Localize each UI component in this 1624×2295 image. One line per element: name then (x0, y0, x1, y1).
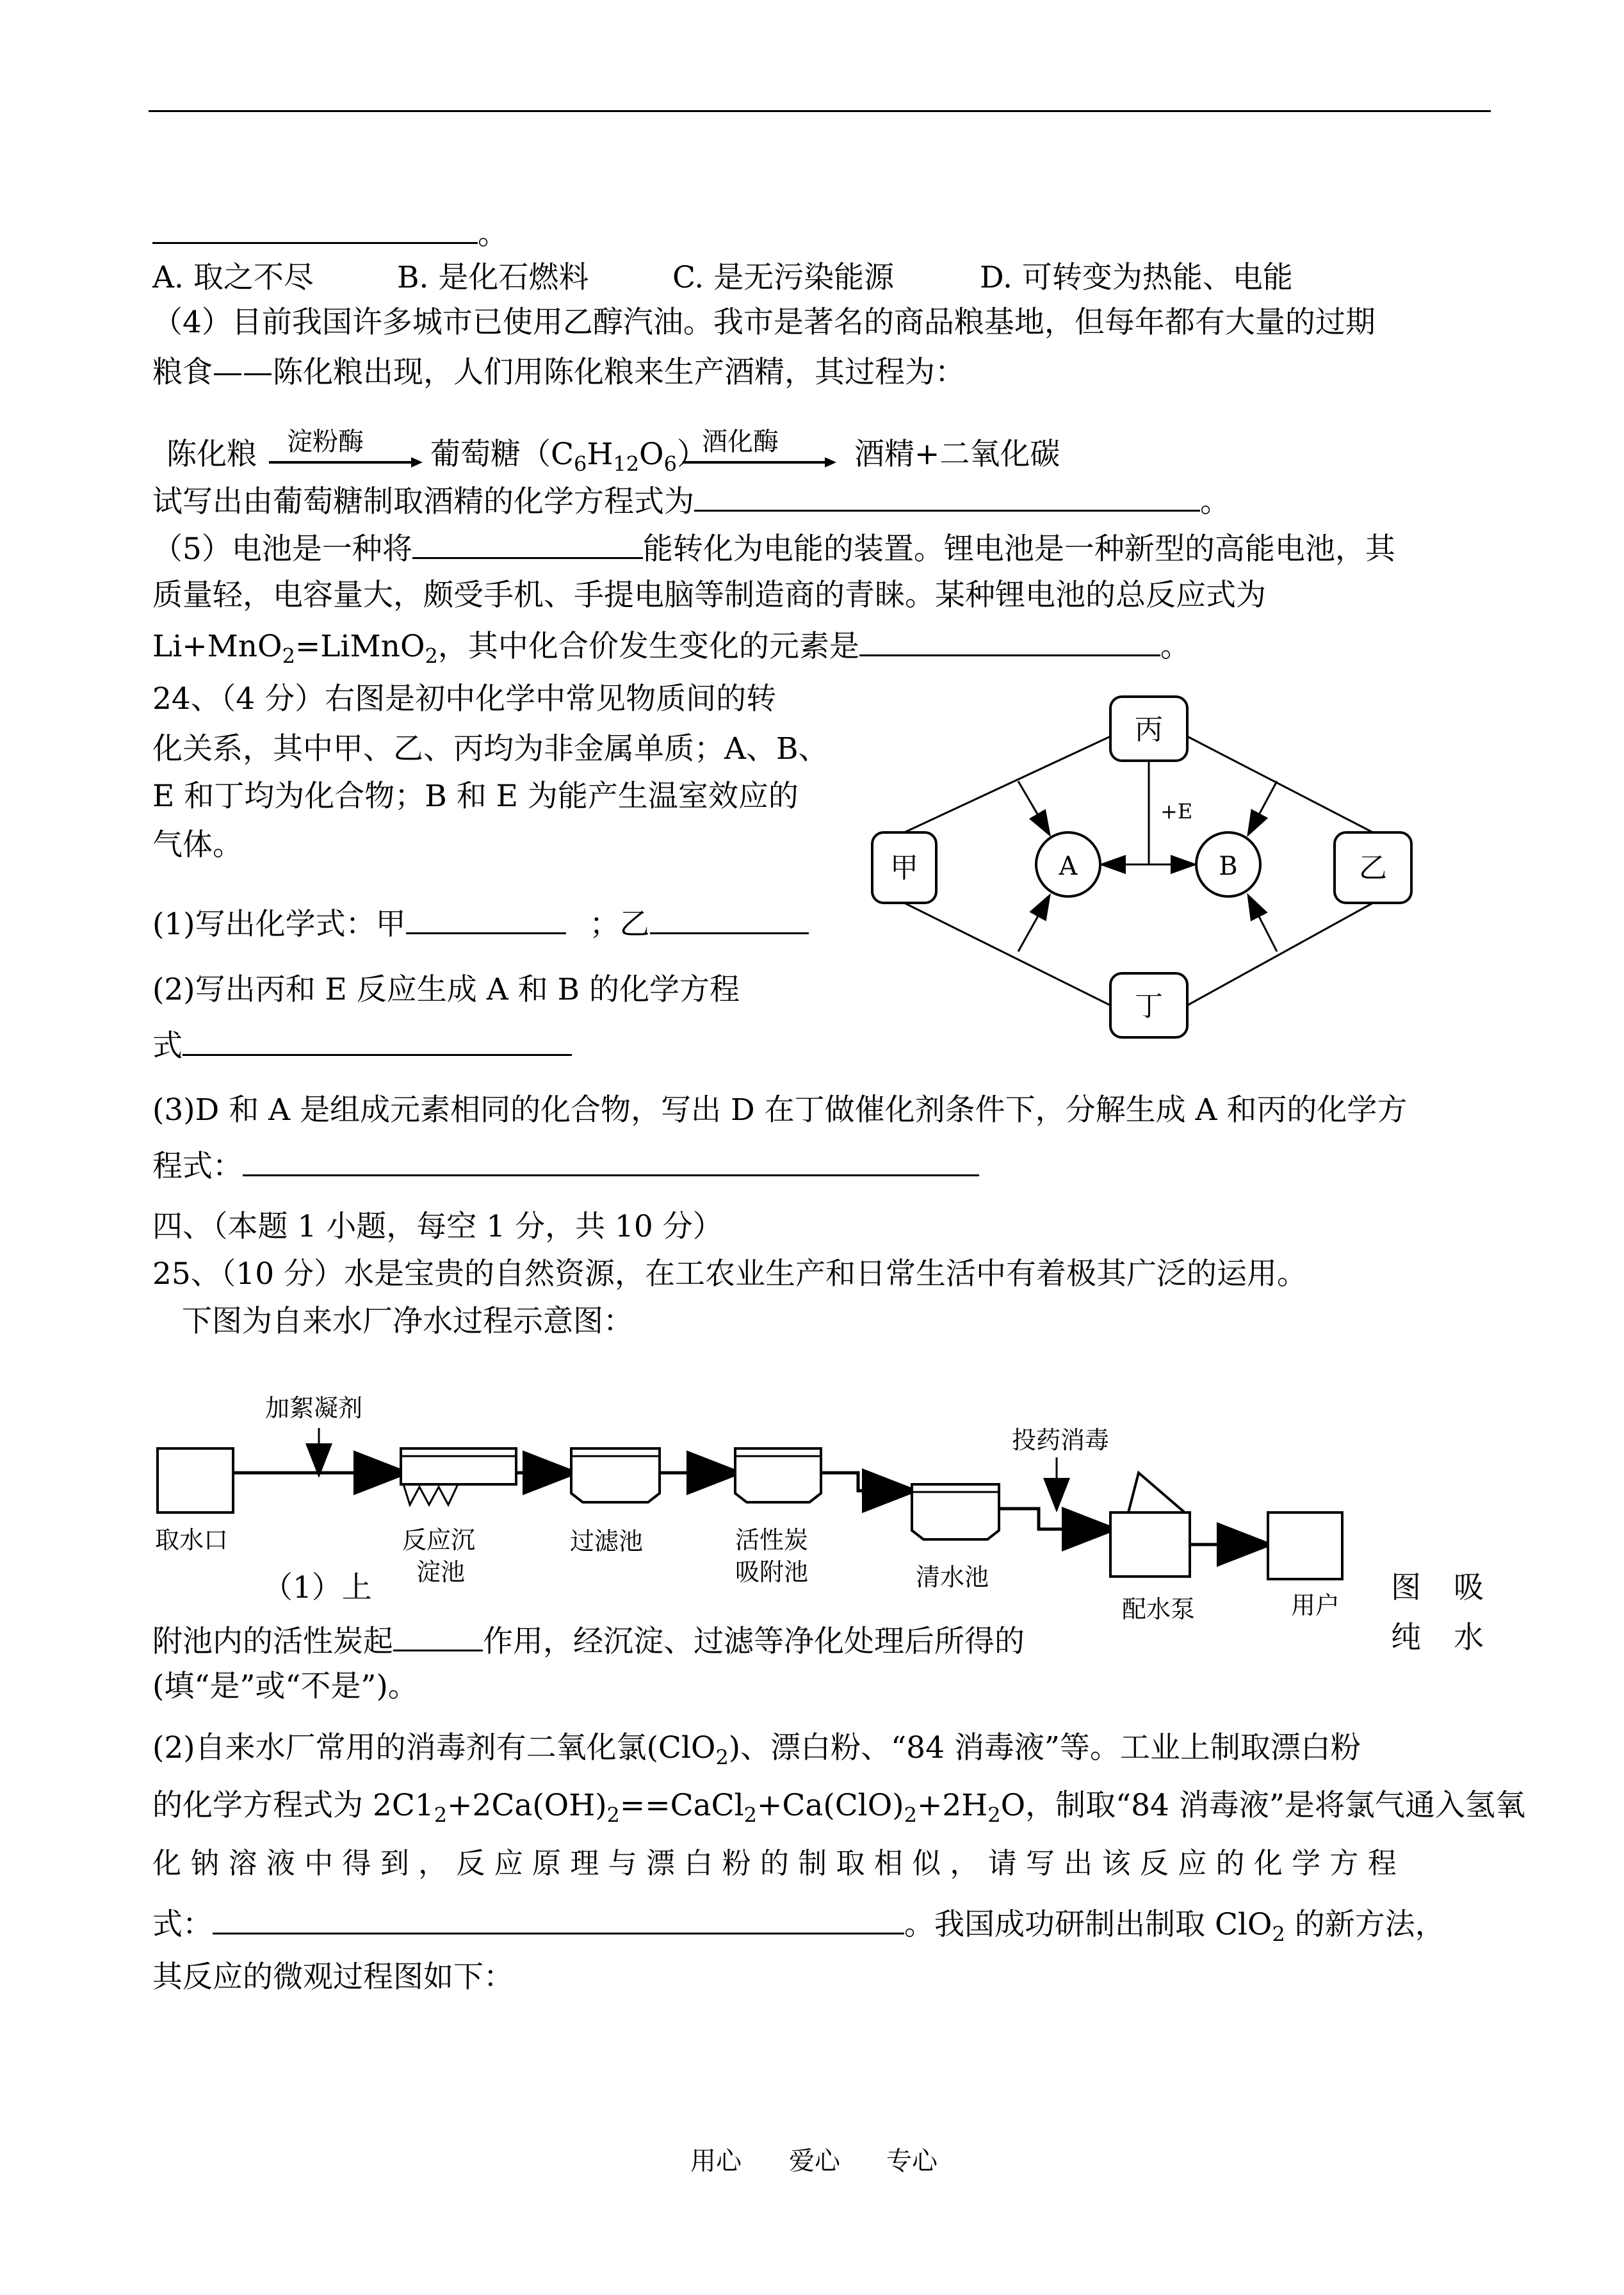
q24-sub3-line1: (3)D 和 A 是组成元素相同的化合物，写出 D 在丁做催化剂条件下，分解生成 A 和丙的化学方 (152, 1092, 1408, 1128)
label-yi: 乙 (1359, 852, 1387, 884)
section4-heading: 四、（本题 1 小题，每空 1 分，共 10 分） (152, 1209, 723, 1244)
reaction-label-2: 淀池 (416, 1558, 466, 1586)
q23-p5-line3: Li+MnO$_2$=LiMnO$_2$，其中化合价发生变化的元素是 。 (152, 624, 1190, 675)
filter-label: 过滤池 (570, 1527, 644, 1555)
arrow-icon (683, 448, 836, 467)
footer-text-2: 爱心 (789, 2146, 840, 2176)
q25-p1-line2: 附池内的活性炭起 作用，经沉淀、过滤等净化处理后所得的 (152, 1619, 1025, 1661)
q24-sub3-line2: 程式： (152, 1144, 979, 1186)
q25-p1-e: 水 (1454, 1620, 1484, 1655)
q24-line3: E 和丁均为化合物；B 和 E 为能产生温室效应的 (152, 779, 799, 814)
q25-p1-d: 纯 (1391, 1620, 1421, 1655)
q23-p5-line2: 质量轻，电容量大，颇受手机、手提电脑等制造商的青睐。某种锂电池的总反应式为 (152, 578, 1266, 613)
label-jia: 甲 (890, 852, 918, 884)
clear-water-label: 清水池 (916, 1563, 989, 1591)
coagulant-label: 加絮凝剂 (265, 1394, 363, 1422)
q23-options (152, 259, 1293, 297)
q23-p4-question: 试写出由葡萄糖制取酒精的化学方程式为 。 (152, 479, 1230, 521)
q23-p5-line1: （5）电池是一种将 能转化为电能的装置。锂电池是一种新型的高能电池，其 (152, 526, 1395, 569)
reaction-tank (401, 1448, 516, 1484)
q25-p2-line1: (2)自来水厂常用的消毒剂有二氧化氯(ClO$_2$)、漂白粉、“84 消毒液”等。工业上制取漂白粉 (152, 1730, 1361, 1770)
q24-line2: 化关系，其中甲、乙、丙均为非金属单质；A、B、 (152, 731, 829, 766)
q25-p1-c: 吸 (1454, 1570, 1484, 1605)
q24-sub1: (1)写出化学式：甲 ；乙 (152, 902, 809, 944)
intake-label: 取水口 (155, 1526, 229, 1554)
equation-blank[interactable] (243, 1144, 979, 1176)
label-bing: 丙 (1135, 713, 1163, 746)
carbon-label-1: 活性炭 (735, 1526, 809, 1554)
equation-blank[interactable] (213, 1902, 904, 1934)
footer-text-3: 专心 (886, 2146, 938, 2176)
q24-line4: 气体。 (152, 827, 243, 863)
enzyme-1-label: 淀粉酶 (287, 427, 364, 457)
q23-p4-line1: （4）目前我国许多城市已使用乙醇汽油。我市是著名的商品粮基地，但每年都有大量的过期 (152, 305, 1376, 340)
intake-box (158, 1448, 233, 1512)
q25-line1: 25、（10 分）水是宝贵的自然资源，在工农业生产和日常生活中有着极其广泛的运用。 (152, 1256, 1308, 1292)
yi-blank[interactable] (650, 902, 809, 934)
q25-p2-line2: 的化学方程式为 $2C1_2+2Ca(OH)_2==CaCl_2+Ca(ClO)_2+2H_2O$，制取“84 消毒液”是将氯气通入氢氧 (152, 1788, 1525, 1828)
q25-line2: 下图为自来水厂净水过程示意图： (182, 1304, 633, 1339)
equation-blank[interactable] (183, 1023, 572, 1056)
q25-p1-b: 图 (1391, 1570, 1421, 1605)
pump-label: 配水泵 (1122, 1595, 1196, 1623)
q25-p2-line3: 化 钠 溶 液 中 得 到 ， 反 应 原 理 与 漂 白 粉 的 制 取 相 似 ， 请 写 出 该 反 应 的 化 学 方 程 (152, 1846, 1397, 1880)
reaction-label-1: 反应沉 (402, 1526, 476, 1554)
label-ding: 丁 (1135, 990, 1163, 1023)
option-c: C. 是无污染能源 (672, 260, 895, 295)
answer-line-q23: 。 (152, 211, 508, 254)
q23-p4-line2: 粮食——陈化粮出现，人们用陈化粮来生产酒精，其过程为： (152, 355, 965, 390)
disinfect-label: 投药消毒 (1012, 1426, 1110, 1454)
user-label: 用户 (1291, 1591, 1340, 1619)
element-blank[interactable] (859, 624, 1160, 656)
option-a: A. 取之不尽 (152, 260, 314, 295)
q25-p2-line5: 其反应的微观过程图如下： (152, 1959, 514, 1995)
pump-box (1110, 1512, 1190, 1577)
q24-line1: 24、（4 分）右图是初中化学中常见物质间的转 (152, 681, 777, 717)
q25-p1-line3: (填“是”或“不是”)。 (152, 1669, 418, 1704)
conversion-diagram (865, 685, 1428, 1044)
label-a: A (1059, 852, 1078, 881)
process-end: 酒精+二氧化碳 (854, 437, 1060, 472)
process-start: 陈化粮 (166, 437, 257, 472)
q24-sub2-line2: 式 (152, 1023, 572, 1066)
option-b: B. 是化石燃料 (397, 260, 589, 295)
footer-text-1: 用心 (690, 2146, 742, 2176)
jia-blank[interactable] (406, 902, 566, 934)
user-box (1268, 1512, 1342, 1579)
label-plus-e: +E (1160, 799, 1193, 823)
q24-sub2-line1: (2)写出丙和 E 反应生成 A 和 B 的化学方程 (152, 972, 740, 1007)
process-middle: 葡萄糖$(C_6H_{12}O_6)$ (430, 437, 707, 476)
option-d: D. 可转变为热能、电能 (980, 260, 1293, 295)
equation-blank[interactable] (694, 479, 1200, 512)
answer-blank[interactable] (152, 211, 478, 244)
arrow-icon (269, 448, 423, 467)
enzyme-2-label: 酒化酶 (702, 427, 779, 457)
q25-p1-a: （1）上 (263, 1570, 372, 1605)
carbon-label-2: 吸附池 (735, 1558, 809, 1586)
header-rule (149, 110, 1491, 112)
q25-p2-line4: 式： 。我国成功研制出制取 ClO$_2$ 的新方法， (152, 1902, 1445, 1953)
label-b: B (1219, 852, 1238, 881)
effect-blank[interactable] (393, 1619, 483, 1651)
energy-blank[interactable] (412, 526, 643, 559)
